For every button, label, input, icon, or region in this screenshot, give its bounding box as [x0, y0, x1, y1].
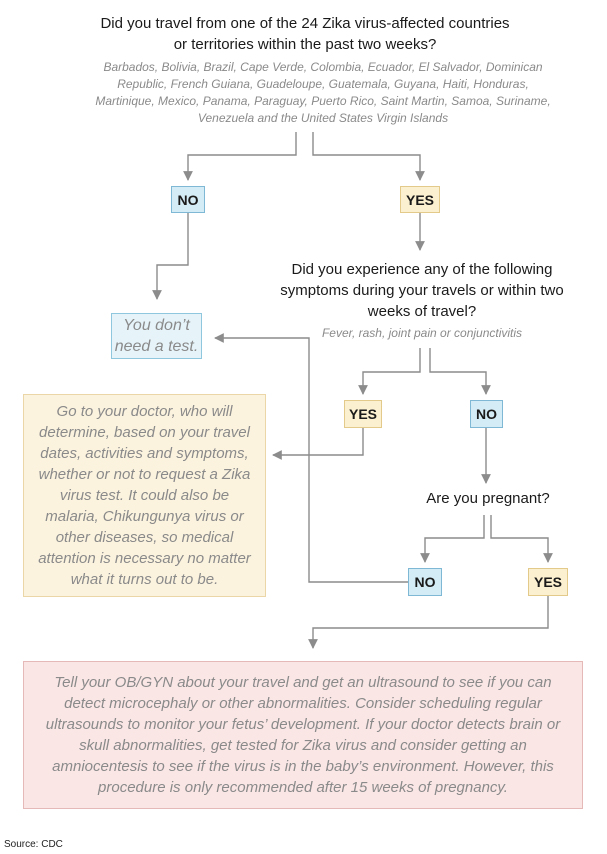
outcome-pregnant-advice: Tell your OB/GYN about your travel and get an ultrasound to see if you can detect microcephaly or other abnormalities. Consider scheduling regular ultrasounds to monitor your fetus’ development. If your doctor detects brain or skull abnormalities, get tested for Zika virus and consider getting an amniocentesis to see if the virus is in the baby’s environment. However, this procedure is only recommended after 15 weeks of pregnancy.: [23, 661, 583, 809]
outcome-see-doctor: Go to your doctor, who will determine, based on your travel dates, activities and symptoms, whether or not to request a Zika virus test. It could also be malaria, Chikungunya virus or other diseases, so medical attention is necessary no matter what it turns out to be.: [23, 394, 266, 597]
yes-badge-symptoms: YES: [344, 400, 382, 428]
question-travel: Did you travel from one of the 24 Zika virus-affected countries or territories within the past two weeks?: [100, 15, 510, 53]
source-credit: Source: CDC: [4, 839, 63, 850]
question-pregnant: Are you pregnant?: [426, 490, 550, 507]
outcome-no-test: You don’t need a test.: [111, 313, 202, 359]
question-symptoms: Did you experience any of the following symptoms during your travels or within two weeks of travel?: [280, 261, 564, 320]
symptoms-list: Fever, rash, joint pain or conjunctivitis: [321, 326, 523, 340]
affected-countries-list: Barbados, Bolivia, Brazil, Cape Verde, Colombia, Ecuador, El Salvador, Dominican Republic, French Guiana, Guadeloupe, Guatemala, Guyana, Haiti, Honduras, Martinique, Mexico, Panama, Paraguay, Puerto Rico, Saint Martin, Samoa, Suriname, Venezuela and the United States Virgin Islands: [95, 60, 551, 125]
no-badge-travel: NO: [171, 186, 205, 213]
no-badge-symptoms: NO: [470, 400, 503, 428]
yes-badge-travel: YES: [400, 186, 440, 213]
no-badge-pregnant: NO: [408, 568, 442, 596]
yes-badge-pregnant: YES: [528, 568, 568, 596]
